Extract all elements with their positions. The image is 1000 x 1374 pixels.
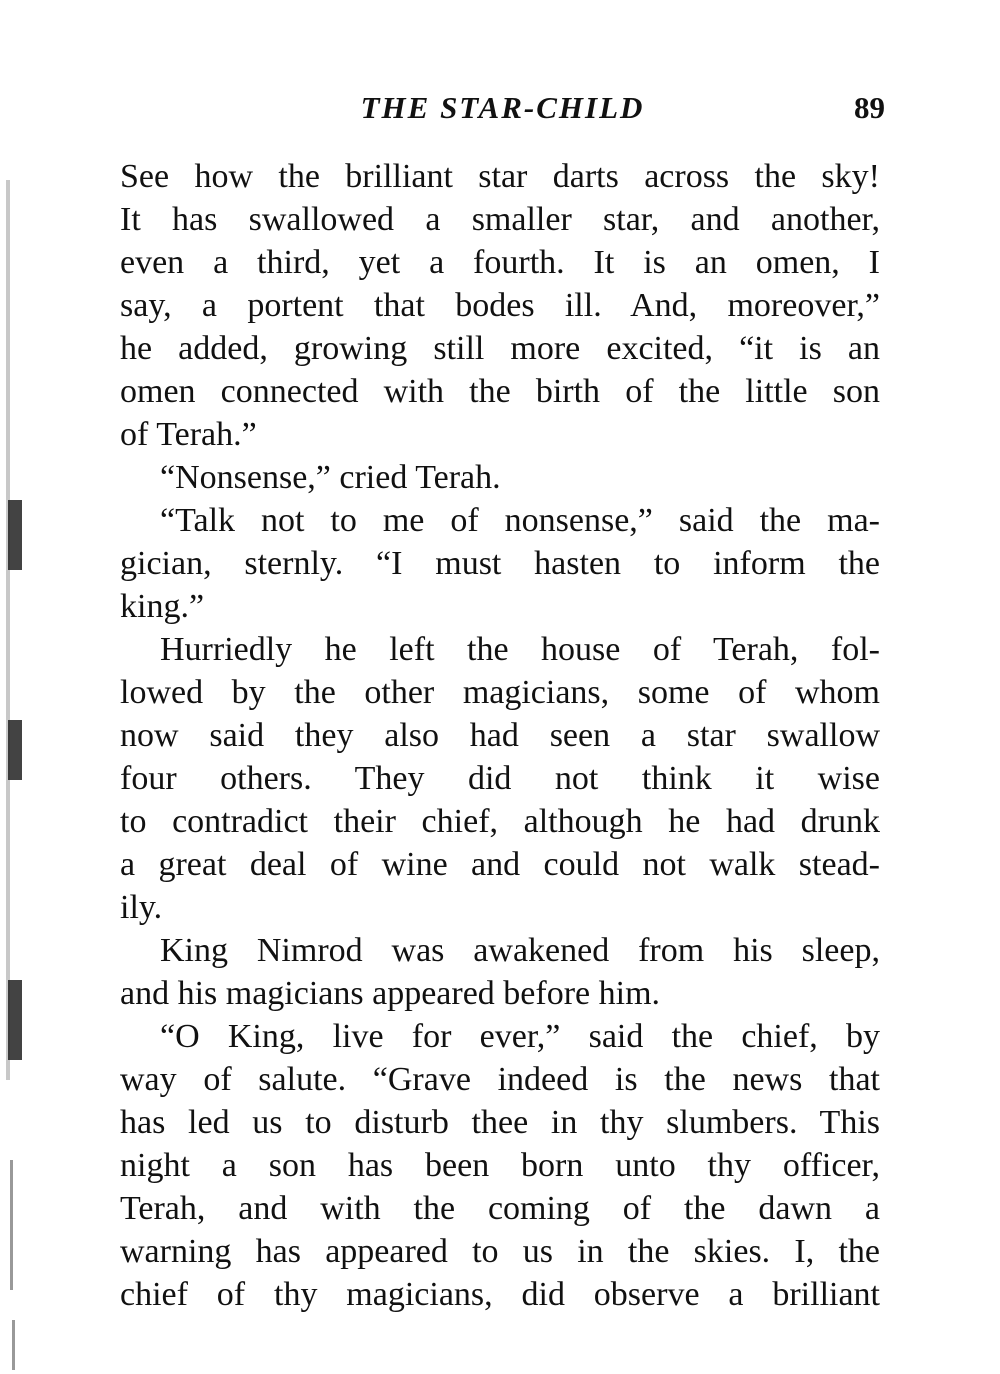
- text-line: chief of thy magicians, did observe a brilliant: [120, 1276, 880, 1313]
- text-line: say, a portent that bodes ill. And, moreover,”: [120, 287, 880, 324]
- text-line: four others. They did not think it wise: [120, 760, 880, 797]
- page-header: [120, 86, 885, 130]
- text-line: even a third, yet a fourth. It is an omen, I: [120, 244, 880, 281]
- text-line: “Talk not to me of nonsense,” said the ma-: [160, 502, 880, 539]
- text-line: “Nonsense,” cried Terah.: [160, 459, 501, 496]
- text-line: omen connected with the birth of the little son: [120, 373, 880, 410]
- running-title: THE STAR-CHILD: [360, 90, 645, 125]
- text-line: now said they also had seen a star swallow: [120, 717, 880, 754]
- text-line: night a son has been born unto thy officer,: [120, 1147, 880, 1184]
- text-line: warning has appeared to us in the skies. I, the: [120, 1233, 880, 1270]
- text-line: and his magicians appeared before him.: [120, 975, 661, 1012]
- text-line: See how the brilliant star darts across the sky!: [120, 158, 880, 195]
- text-line: king.”: [120, 588, 205, 625]
- text-line: Hurriedly he left the house of Terah, fol-: [160, 631, 880, 668]
- text-line: Terah, and with the coming of the dawn a: [120, 1190, 880, 1227]
- page-number: 89: [854, 90, 885, 125]
- text-line: to contradict their chief, although he had drunk: [120, 803, 880, 840]
- text-line: ily.: [120, 889, 163, 926]
- text-line: he added, growing still more excited, “it is an: [120, 330, 880, 367]
- text-line: “O King, live for ever,” said the chief, by: [160, 1018, 880, 1055]
- text-line: way of salute. “Grave indeed is the news that: [120, 1061, 880, 1098]
- text-line: gician, sternly. “I must hasten to inform the: [120, 545, 880, 582]
- text-line: King Nimrod was awakened from his sleep,: [160, 932, 880, 969]
- text-line: has led us to disturb thee in thy slumbers. This: [120, 1104, 880, 1141]
- text-line: a great deal of wine and could not walk stead-: [120, 846, 880, 883]
- binding-edge-shadow: [0, 160, 40, 1374]
- text-line: It has swallowed a smaller star, and another,: [120, 201, 880, 238]
- text-line: of Terah.”: [120, 416, 257, 453]
- body-text: [120, 155, 880, 1316]
- text-line: lowed by the other magicians, some of whom: [120, 674, 880, 711]
